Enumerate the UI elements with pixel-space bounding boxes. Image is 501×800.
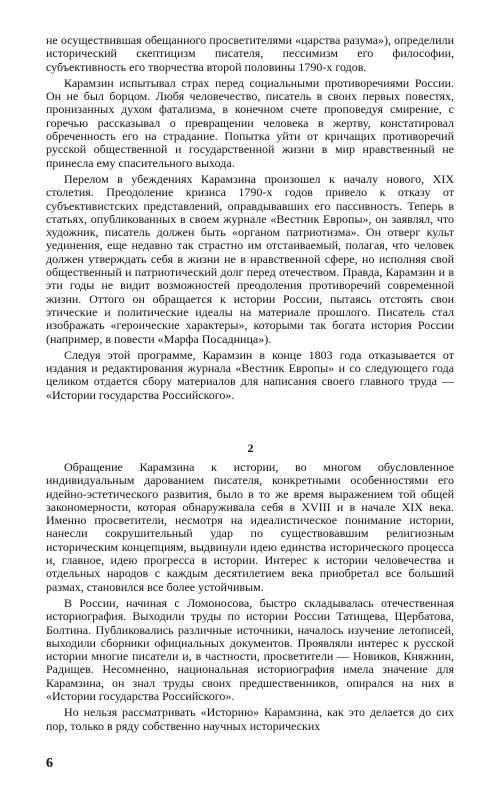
paragraph: Но нельзя рассматривать «Историю» Карамзина, как это делается до сих пор, только в ряду собственно научных исторических	[46, 705, 454, 733]
paragraph: Обращение Карамзина к истории, во многом обусловленное индивидуальным дарованием писателя, конкретными особенностями его идейно-эстетического развития, было в то же время выражением той общей закономерности, которая обнаруживала себя в XVIII и в начале XIX века. Именно просветители, несмотря на идеалистическое понимание истории, нанесли сокрушительный удар по существовавшим религиозным историческим концепциям, выдвинули идею единства исторического процесса и, главное, идею прогресса в истории. Интерес к истории человечества и отдельных народов с каждым десятилетием века приобретал все больший размах, становился все более устойчивым.	[46, 460, 454, 594]
section-number: 2	[247, 441, 254, 455]
paragraph: Карамзин испытывал страх перед социальными противоречиями России. Он не был борцом. Любя человечество, писатель в своих первых повестях, пронизанных духом фатализма, в конечном счете проповедуя смирение, с горечью рассказывал о превращении человека в жертву, констатировал обреченность его на страдание. Попытка уйти от кричащих противоречий русской общественной и государственной жизни в мир нравственный не принесла ему спасительного выхода.	[46, 75, 454, 170]
text-block-top	[46, 34, 454, 405]
page-number: 6	[46, 756, 53, 771]
text-block-bottom	[46, 461, 454, 736]
paragraph: В России, начиная с Ломоносова, быстро складывалась отечественная историография. Выходили труды по истории России Татищева, Щербатова, Болтина. Публиковались различные источники, началось изучение летописей, выходили сборники официальных документов. Проявляли интерес к русской истории многие писатели и, в частности, просветители — Новиков, Княжнин, Радищев. Несомненно, национальная историография имела значение для Карамзина, он знал труды своих предшественников, опирался на них в «Истории государства Российского».	[46, 595, 454, 704]
paragraph-continuation: не осуществившая обещанного просветителями «царства разума»), определили исторический скептицизм писателя, пессимизм его философии, субъективность его творчества второй половины 1790-х годов.	[46, 33, 454, 74]
paragraph: Следуя этой программе, Карамзин в конце 1803 года отказывается от издания и редактирования журнала «Вестник Европы» и со следующего года целиком отдается сбору материалов для написания своего главного труда — «Истории государства Российского».	[46, 347, 454, 402]
paragraph: Перелом в убеждениях Карамзина произошел к началу нового, XIX столетия. Преодоление кризиса 1790-х годов привело к отказу от субъективистских представлений, оправдывавших его пассивность. Теперь в статьях, опубликованных в своем журнале «Вестник Европы», он заявлял, что художник, писатель должен быть «органом патриотизма». Он отверг культ уединения, еще недавно так страстно им отстаиваемый, полагая, что человек должен утверждать себя в жизни не в нравственной сфере, но исполняя свой общественный и патриотический долг перед отечеством. Правда, Карамзин и в эти годы не видит возможностей преодоления противоречий современной жизни. Оттого он обращается к истории России, пытаясь отстоять свои этические и политические идеалы на материале прошлого. Писатель стал изображать «героические характеры», которыми так богата история России (например, в повести «Марфа Посадница»).	[46, 171, 454, 346]
